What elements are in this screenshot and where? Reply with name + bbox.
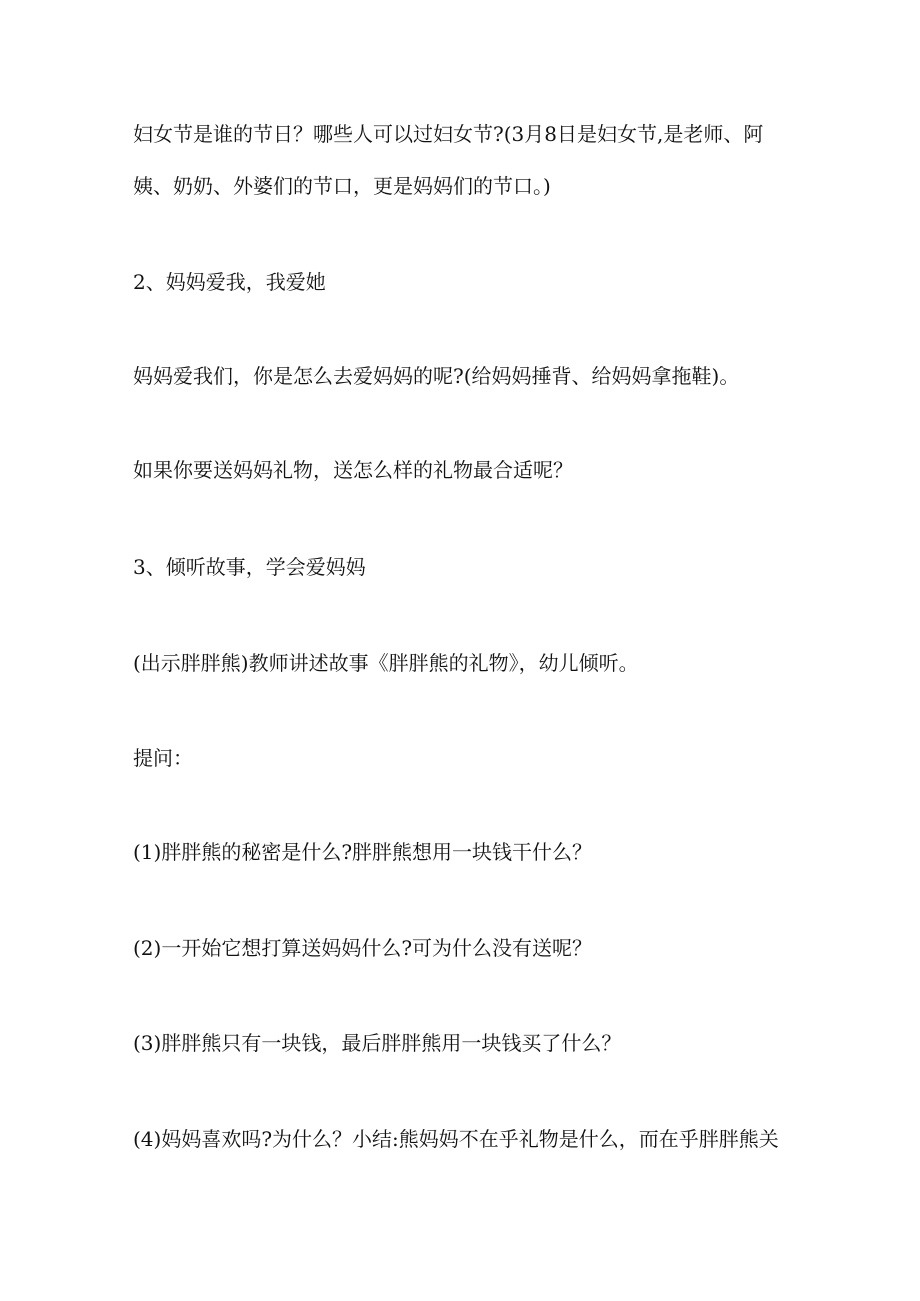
paragraph-line-4: 如果你要送妈妈礼物，送怎么样的礼物最合适呢？ <box>133 458 573 482</box>
question-1: (1)胖胖熊的秘密是什么?胖胖熊想用一块钱干什么？ <box>133 840 593 864</box>
paragraph-line-2: 姨、奶奶、外婆们的节口，更是妈妈们的节口。) <box>133 174 551 198</box>
question-3: (3)胖胖熊只有一块钱，最后胖胖熊用一块钱买了什么？ <box>133 1031 622 1055</box>
paragraph-line-1: 妇女节是谁的节日？哪些人可以过妇女节?(3月8日是妇女节,是老师、阿 <box>133 122 764 146</box>
section-heading-3: 3、倾听故事，学会爱妈妈 <box>133 555 366 579</box>
question-2: (2)一开始它想打算送妈妈什么?可为什么没有送呢？ <box>133 936 593 960</box>
paragraph-line-5: (出示胖胖熊)教师讲述故事《胖胖熊的礼物》，幼儿倾听。 <box>133 651 639 675</box>
question-4: (4)妈妈喜欢吗?为什么？小结:熊妈妈不在乎礼物是什么，而在乎胖胖熊关 <box>133 1127 779 1151</box>
section-heading-2: 2、妈妈爱我，我爱她 <box>133 270 326 294</box>
question-heading: 提问： <box>133 746 193 770</box>
paragraph-line-3: 妈妈爱我们，你是怎么去爱妈妈的呢?(给妈妈捶背、给妈妈拿拖鞋)。 <box>133 364 740 388</box>
